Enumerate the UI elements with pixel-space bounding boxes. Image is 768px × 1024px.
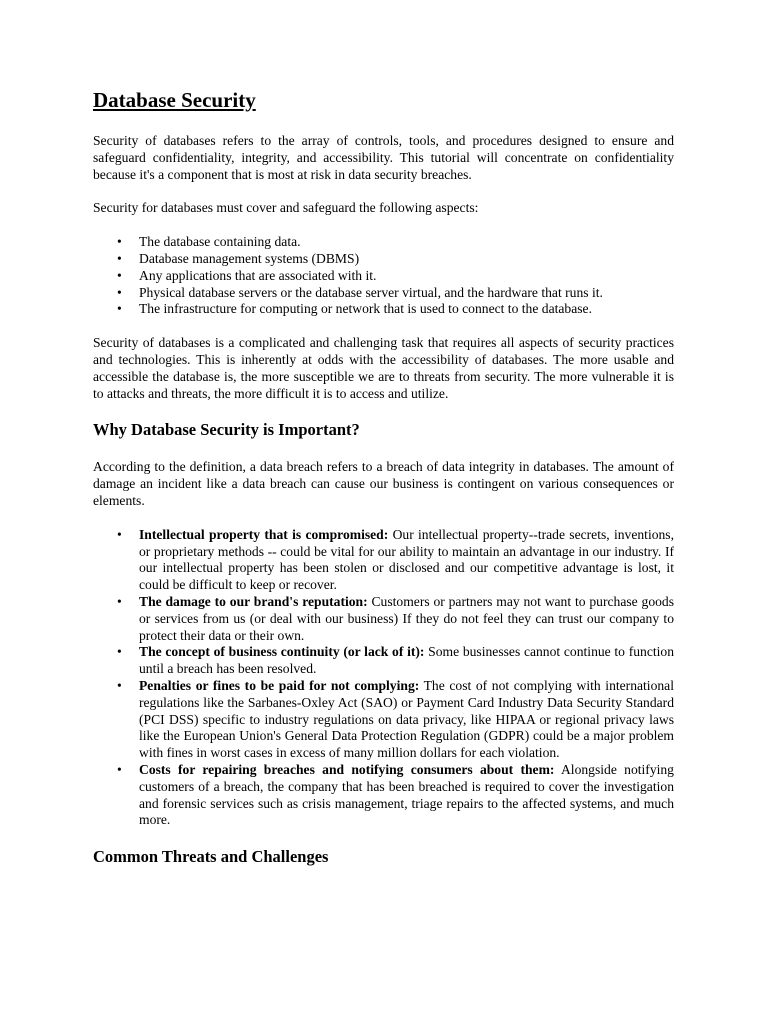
item-text: Some businesses cannot continue to function until a breach has been resolved. [139,644,674,677]
bullet-icon: • [117,301,122,317]
item-text: The cost of not complying with international regulations like the Sarbanes-Oxley Act (SAO) or Payment Card Industry Data Security Standard (PCI DSS) specific to industry regulations on data privacy, like HIPAA or regional privacy laws like the European Union's General Data Protection Regulation (GDPR) could be a major problem with fines in worst cases in excess of many million dollars for each violation. [139,677,674,761]
why-paragraph: According to the definition, a data breach refers to a breach of data integrity in databases. The amount of damage an incident like a data breach can cause our business is contingent on various consequences or elements. [93,459,674,508]
list-item: • The infrastructure for computing or network that is used to connect to the database. [117,301,592,317]
item-text: Customers or partners may not want to purchase goods or services from us (or deal with our business) If they do not feel they can trust our company to protect their data or their own. [139,593,674,643]
list-item [117,677,674,762]
page-title: Database Security [93,88,256,112]
bullet-icon: • [117,644,122,660]
list-item [117,593,674,644]
bullet-icon: • [117,267,122,283]
list-item: • Any applications that are associated with it. [117,267,377,283]
aspects-list [93,234,674,318]
item-term: The damage to our brand's reputation: [139,593,368,609]
item-text: Alongside notifying customers of a breach, the company that has been breached is required to cover the investigation and forensic services such as crisis management, triage repairs to the affected systems, and much more. [139,761,674,828]
item-term: Costs for repairing breaches and notifying consumers about them: [139,761,555,777]
bullet-icon: • [117,677,122,693]
bullet-icon: • [117,234,122,250]
list-item [117,526,675,594]
item-term: Intellectual property that is compromised: [139,526,389,542]
list-item: • The database containing data. [117,234,301,250]
bullet-icon: • [117,761,122,777]
bullet-icon: • [117,284,122,300]
bullet-icon: • [117,526,122,542]
section-heading-why: Why Database Security is Important? [93,420,360,440]
intro-paragraph-2: Security for databases must cover and safeguard the following aspects: [93,200,479,216]
list-item [117,644,674,678]
list-item: • Physical database servers or the database server virtual, and the hardware that runs it. [117,284,603,300]
consequences-list [93,527,674,829]
complexity-paragraph: Security of databases is a complicated and challenging task that requires all aspects of security practices and technologies. This is inherently at odds with the accessibility of databases. The more usable and accessible the database is, the more susceptible we are to threats from security. The more vulnerable it is to attacks and threats, the more difficult it is to access and utilize. [93,335,674,401]
item-term: Penalties or fines to be paid for not complying: [139,677,420,693]
item-term: The concept of business continuity (or lack of it): [139,644,425,660]
section-heading-threats: Common Threats and Challenges [93,847,329,867]
list-item: • Database management systems (DBMS) [117,250,360,266]
list-item [117,761,674,829]
intro-paragraph-1: Security of databases refers to the array of controls, tools, and procedures designed to ensure and safeguard confidentiality, integrity, and accessibility. This tutorial will concentrate on confidentiality because it's a component that is most at risk in data security breaches. [93,133,674,182]
bullet-icon: • [117,250,122,266]
document-page [93,86,674,886]
bullet-icon: • [117,593,122,609]
item-text: Our intellectual property--trade secrets, inventions, or proprietary methods -- could be vital for our ability to maintain an advantage in our industry. If our intellectual property has been stolen or disclosed and our competitive advantage is lost, it could be difficult to keep or recover. [139,526,675,593]
